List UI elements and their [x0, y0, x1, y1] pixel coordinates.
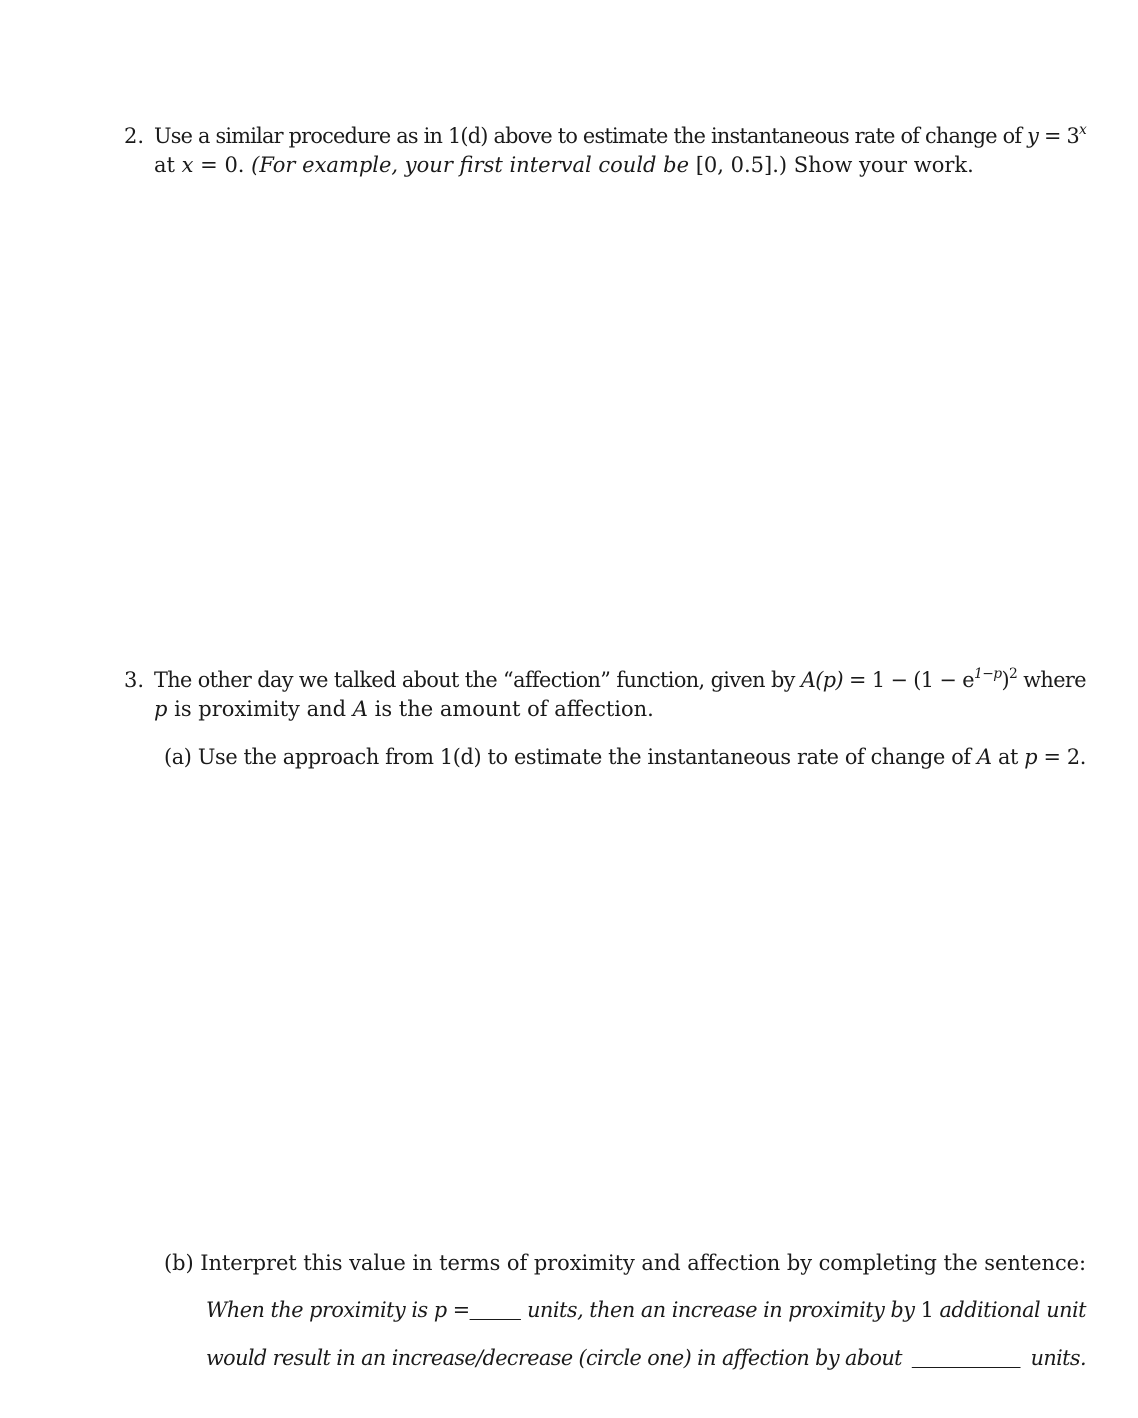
- part-b-sentence-2: [206, 1344, 1086, 1372]
- q2-line1-text: Use a similar procedure as in 1(d) above to estimate the instantaneous rate of change of: [154, 124, 1022, 148]
- sentence1-middle: units, then an increase in proximity by: [527, 1298, 915, 1322]
- sentence2-start: would result in an increase/decrease (circle one) in affection by about: [206, 1346, 902, 1370]
- q2-exponent: x: [1078, 122, 1087, 138]
- part-a-at: at: [997, 745, 1019, 769]
- q3-line1-text: The other day we talked about the “affection” function, given by: [154, 668, 795, 692]
- q3-p-var: p: [154, 697, 168, 721]
- q3-part-b: [164, 1249, 1086, 1277]
- sentence1-eq: =: [446, 1298, 470, 1322]
- part-a-eq: = 2.: [1037, 745, 1087, 769]
- q2-show-work: Show your work.: [793, 153, 974, 177]
- part-a-A-var: A: [977, 745, 992, 769]
- part-b-text: Interpret this value in terms of proximity and affection by completing the sentence:: [200, 1251, 1087, 1275]
- q2-x-var: x: [181, 153, 194, 177]
- q3-line-2: [154, 695, 654, 723]
- affection-blank[interactable]: [912, 1349, 1021, 1368]
- q3-function-expr: = 1 − (1 − e: [842, 668, 974, 692]
- q2-interval: [0, 0.5].): [695, 153, 788, 177]
- part-a-p-var: p: [1024, 745, 1038, 769]
- q2-line-2: [154, 151, 974, 179]
- part-a-text: Use the approach from 1(d) to estimate the instantaneous rate of change of: [197, 745, 971, 769]
- q3-close-paren: ): [1001, 668, 1010, 692]
- q3-square: 2: [1009, 666, 1018, 682]
- sentence1-start: When the proximity is: [206, 1298, 428, 1322]
- part-b-label: (b): [164, 1251, 194, 1275]
- q2-at: at: [154, 153, 175, 177]
- q3-exp-term: 1−p: [973, 666, 1002, 682]
- q3-where: where: [1023, 668, 1086, 692]
- q3-line2-text-b: is the amount of affection.: [374, 697, 654, 721]
- q2-y-var: y: [1027, 124, 1039, 148]
- q3-A-var: A: [352, 697, 368, 721]
- q2-number: 2.: [124, 124, 145, 148]
- q2-example-text: (For example, your first interval could be: [251, 153, 690, 177]
- part-b-sentence-1: [206, 1296, 1086, 1324]
- sentence2-end: units.: [1030, 1346, 1086, 1370]
- sentence1-one: 1: [920, 1298, 934, 1322]
- q3-part-a: [164, 743, 1086, 771]
- q3-line-1: [154, 666, 1086, 694]
- q2-line-1: [154, 122, 1086, 150]
- proximity-blank[interactable]: [470, 1301, 521, 1320]
- q3-line2-text-a: is proximity and: [174, 697, 347, 721]
- q3-function-name: A(p): [800, 668, 843, 692]
- q2-eq-base: = 3: [1038, 124, 1079, 148]
- part-a-label: (a): [164, 745, 192, 769]
- q2-x-eq: = 0.: [193, 153, 245, 177]
- q3-number: 3.: [124, 668, 145, 692]
- sentence1-p-var: p: [433, 1298, 447, 1322]
- sentence1-end: additional unit: [939, 1298, 1087, 1322]
